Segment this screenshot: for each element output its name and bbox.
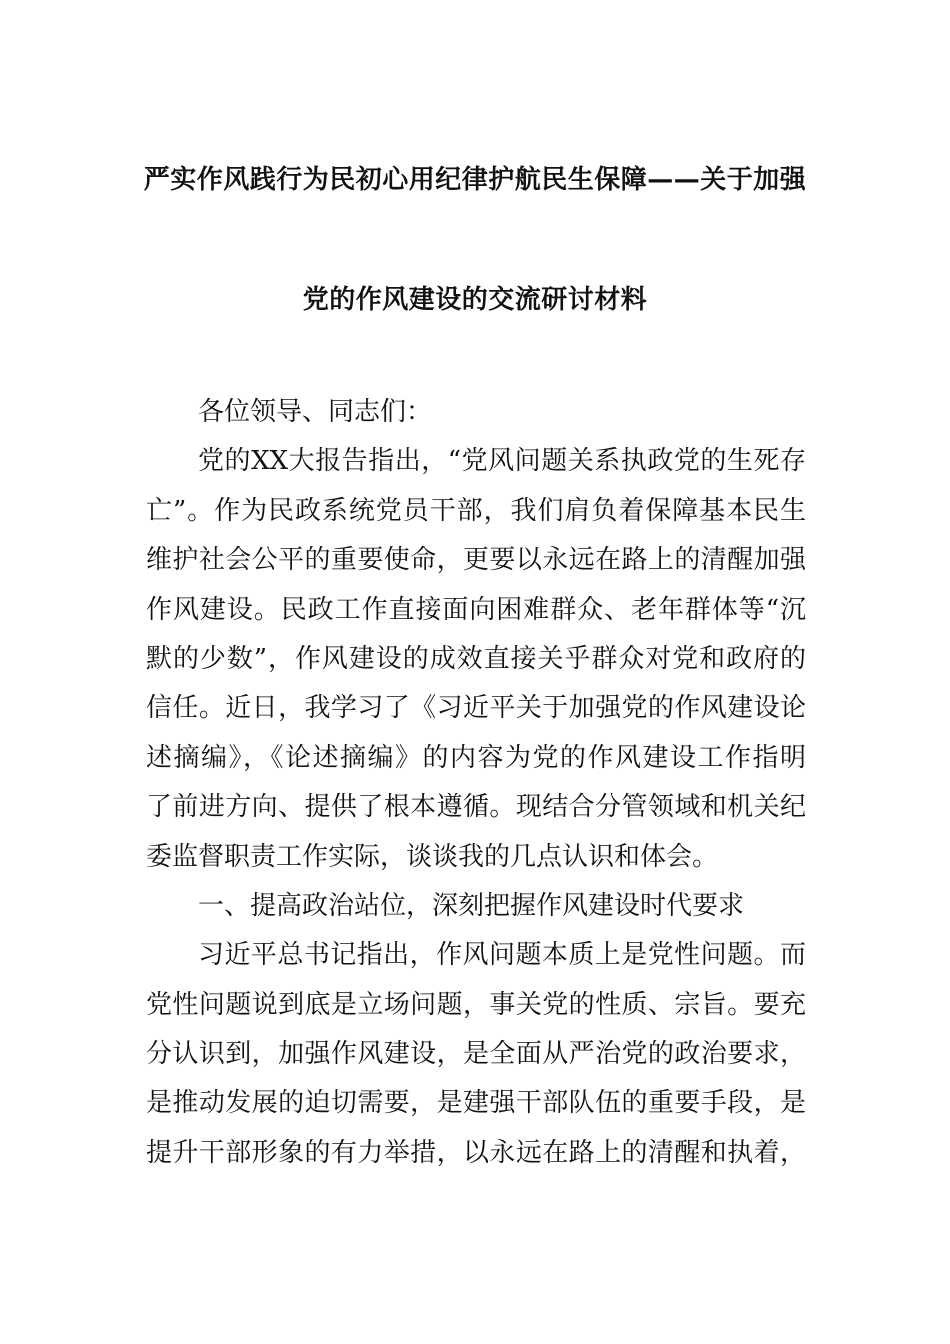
document-body <box>146 388 806 1178</box>
paragraph-1-line-2: 亡”。作为民政系统党员干部，我们肩负着保障基本民生 <box>146 495 806 526</box>
paragraph-1-line-8: 了前进方向、提供了根本遵循。现结合分管领域和机关纪 <box>146 792 806 823</box>
paragraph-1-line-4: 作风建设。民政工作直接面向困难群众、老年群体等“沉 <box>146 594 806 625</box>
section-heading-1: 一、提高政治站位，深刻把握作风建设时代要求 <box>198 890 745 921</box>
paragraph-1-line-9: 委监督职责工作实际，谈谈我的几点认识和体会。 <box>146 841 719 872</box>
paragraph-1-line-6: 信任。近日，我学习了《习近平关于加强党的作风建设论 <box>146 693 806 724</box>
paragraph-2-line-1: 习近平总书记指出，作风问题本质上是党性问题。而 <box>198 940 806 971</box>
paragraph-2-line-2: 党性问题说到底是立场问题，事关党的性质、宗旨。要充 <box>146 989 806 1020</box>
salutation: 各位领导、同志们： <box>198 397 433 427</box>
paragraph-1-line-1: 党的XX大报告指出，“党风问题关系执政党的生死存 <box>198 446 806 477</box>
paragraph-1-line-7: 述摘编》，《论述摘编》的内容为党的作风建设工作指明 <box>146 742 806 773</box>
paragraph-2-line-3: 分认识到，加强作风建设，是全面从严治党的政治要求， <box>146 1039 806 1070</box>
document-title-line-2: 党的作风建设的交流研讨材料 <box>302 285 648 315</box>
paragraph-1-line-3: 维护社会公平的重要使命，更要以永远在路上的清醒加强 <box>146 545 806 576</box>
paragraph-2-line-4: 是推动发展的迫切需要，是建强干部队伍的重要手段，是 <box>146 1088 806 1119</box>
paragraph-2-line-5: 提升干部形象的有力举措，以永远在路上的清醒和执着， <box>146 1137 806 1168</box>
document-title-line-1: 严实作风践行为民初心用纪律护航民生保障——关于加强 <box>143 165 807 195</box>
paragraph-1-line-5: 默的少数”，作风建设的成效直接关乎群众对党和政府的 <box>146 643 806 674</box>
